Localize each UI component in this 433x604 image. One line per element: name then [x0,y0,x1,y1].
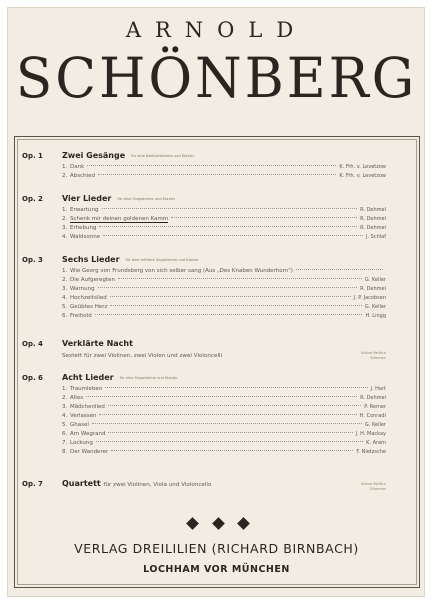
work-title: Vier Lieder für eine Singstimme und Klavier [62,194,176,203]
song-item: 6. Am Wegrand J. H. Mackay [62,431,386,437]
publisher-name: VERLAG DREILILIEN (RICHARD BIRNBACH) [74,541,359,556]
edition-note: Kleine Partitur Stimmen [361,482,386,491]
composer-last-name: SCHÖNBERG [15,46,418,110]
song-item: 1. Dank K. Frh. v. Levetzow [62,164,386,170]
song-item: 6. Freihold H. Lingg [62,313,386,319]
work-subtitle: für eine Singstimme und Klavier [117,196,176,201]
song-item: 8. Der Wanderer F. Nietzsche [62,449,386,455]
opus-number: Op. 1 [22,152,43,160]
work-subtitle: für eine Baritonstimme und Klavier [131,153,195,158]
publisher-place: LOCHHAM VOR MÜNCHEN [143,564,290,575]
opus-number: Op. 4 [22,340,43,348]
song-item: 1. Traumleben J. Hart [62,386,386,392]
song-item: 7. Lockung K. Aram [62,440,386,446]
work-subtitle: für eine mittlere Singstimme und Klavier [125,257,199,262]
edition-note: Kleine Partitur Stimmen [361,351,386,360]
work-subtitle: für eine Singstimme und Klavier [119,375,178,380]
song-item: 2. Alles R. Dehmel [62,395,386,401]
song-item: 1. Wie Georg von Frundsberg von sich selber sang (Aus „Des Knaben Wunderhorn") [62,268,386,277]
work-title: Quartett für zwei Violinen, Viola und Violoncello [62,479,212,488]
song-item: 3. Mädchenlied P. Remer [62,404,386,410]
work-description: Sextett für zwei Violinen, zwei Violen und zwei Violoncelli [62,353,223,359]
song-item: 2. Schenk mir deinen goldenen Kamm R. Dehmel [62,216,386,222]
song-item: 4. Waldsonne J. Schlaf [62,234,386,240]
song-item: 4. Hochzeitslied J. P. Jacobsen [62,295,386,301]
work-title: Zwei Gesänge für eine Baritonstimme und Klavier [62,151,195,160]
composer-first-name: ARNOLD [125,18,308,42]
song-item: 3. Warnung R. Dehmel [62,286,386,292]
work-title: Acht Lieder für eine Singstimme und Klavier [62,373,178,382]
diamond-ornament [212,517,225,530]
work-description: für zwei Violinen, Viola und Violoncello [103,482,212,488]
song-item: 2. Die Aufgeregten G. Keller [62,277,386,283]
song-item: 5. Ghasel G. Keller [62,422,386,428]
song-item: 3. Erhebung R. Dehmel [62,225,386,231]
song-item: 4. Verlassen H. Conradi [62,413,386,419]
diamond-ornament [186,517,199,530]
work-title: Sechs Lieder für eine mittlere Singstimme und Klavier [62,255,199,264]
opus-number: Op. 6 [22,374,43,382]
song-item: 2. Abschied K. Frh. v. Levetzow [62,173,386,179]
work-title: Verklärte Nacht [62,339,133,348]
opus-number: Op. 7 [22,480,43,488]
song-item: 5. Geübtes Herz G. Keller [62,304,386,310]
ornament-diamonds [188,517,248,531]
diamond-ornament [237,517,250,530]
opus-number: Op. 2 [22,195,43,203]
opus-number: Op. 3 [22,256,43,264]
song-item: 1. Erwartung R. Dehmel [62,207,386,213]
